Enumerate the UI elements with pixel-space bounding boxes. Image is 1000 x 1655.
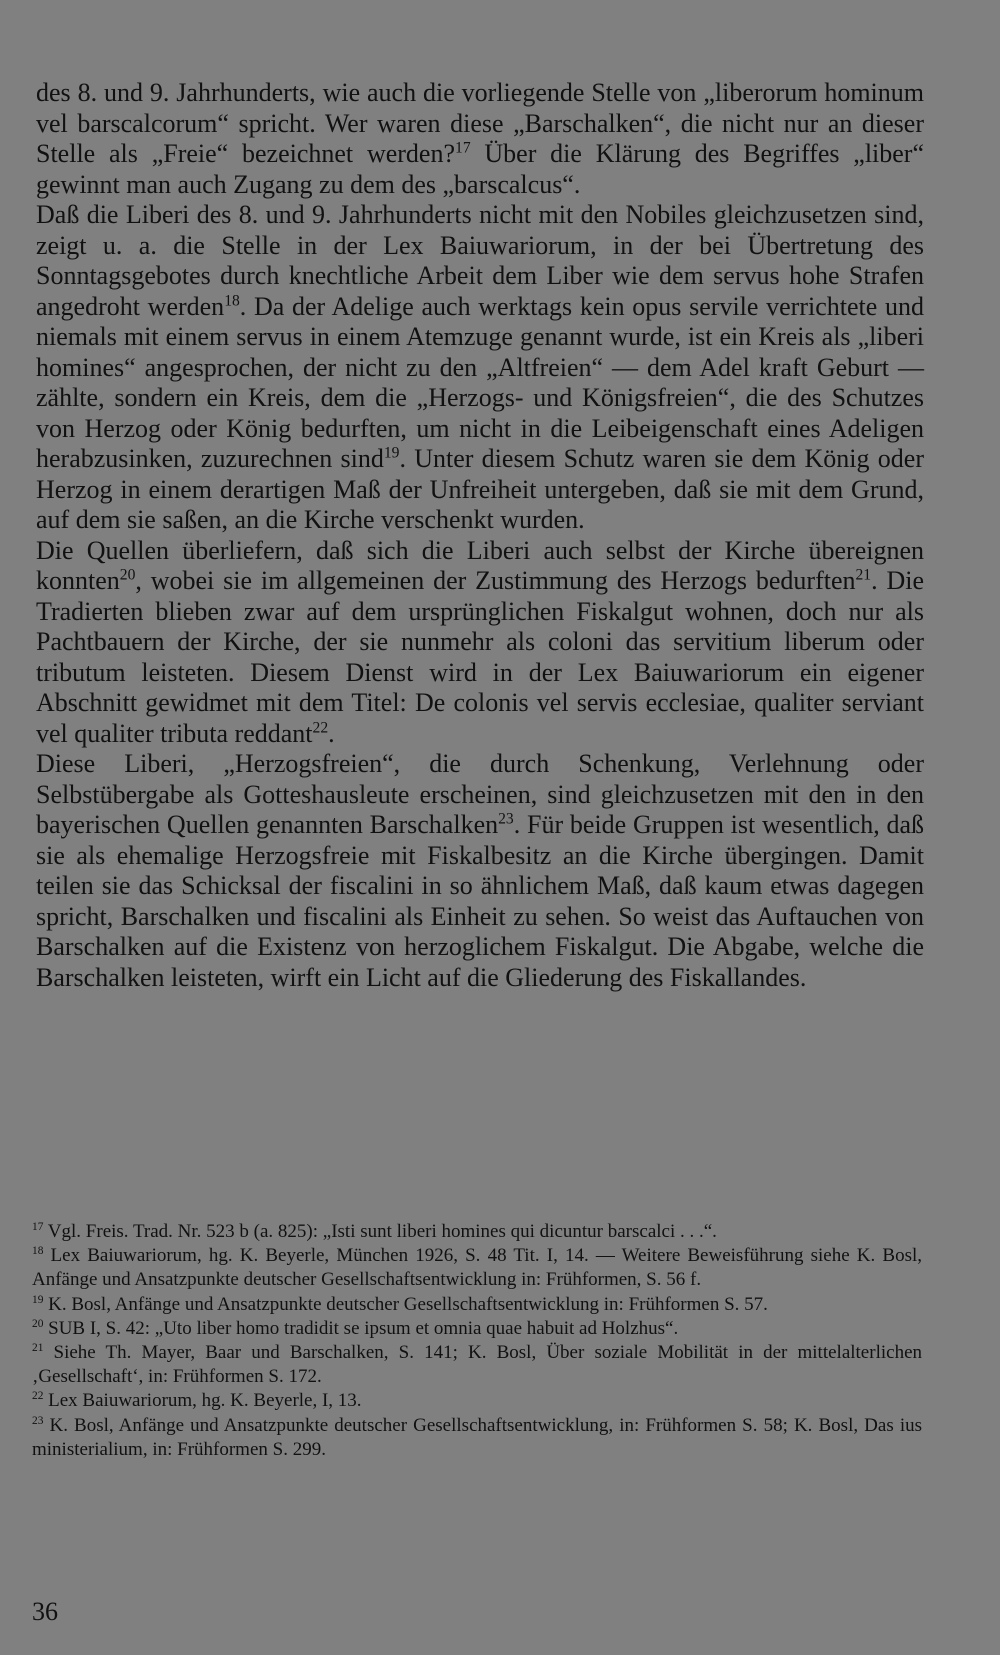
paragraph-3 [36,536,924,750]
footnote-text: Siehe Th. Mayer, Baar und Barschalken, S. 141; K. Bosl, Über soziale Mobilität in der mittelalterlichen ‚Gesellschaft‘, in: Frühformen S. 172. [32,1342,922,1388]
footnote-number: 22 [32,1390,44,1403]
text-run: , wobei sie im allgemeinen der Zustimmung des Herzogs bedurften [135,566,856,595]
footnote-text: SUB I, S. 42: „Uto liber homo tradidit se ipsum et omnia quae habuit ad Holzhus“. [43,1317,679,1339]
footnote-number: 17 [32,1221,44,1234]
footnote-21 [32,1341,922,1389]
paragraph-4 [36,749,924,993]
footnote-23 [32,1414,922,1462]
footnote-ref-22: 22 [312,719,329,737]
footnote-ref-20: 20 [119,566,136,584]
footnote-ref-17: 17 [455,139,471,157]
footnote-number: 23 [32,1414,44,1427]
footnote-ref-19: 19 [383,444,400,462]
paragraph-2 [36,200,924,536]
footnote-text: Lex Baiuwariorum, hg. K. Beyerle, München 1926, S. 48 Tit. I, 14. — Weitere Beweisführung siehe K. Bosl, Anfänge und Ansatzpunkte deutscher Gesellschaftsentwicklung in: Frühformen, S. 56 f. [32,1245,922,1291]
text-run: Über die Klärung des Begriffes „liber“ gewinnt man auch Zugang zu dem des „barscalcus“. [36,139,925,199]
footnote-number: 18 [32,1245,44,1258]
footnote-number: 21 [32,1342,44,1355]
paragraph-1 [36,78,924,200]
text-run: Diese Liberi, „Herzogsfreien“, die durch Schenkung, Verlehnung oder Selbstübergabe als Gotteshausleute erscheinen, sind gleichzusetzen mit den in den bayerischen Quellen genannten Barschalken [36,749,924,839]
text-run: . Da der Adelige auch werktags kein opus servile verrichtete und niemals mit einem servus in einem Atemzuge genannt wurde, ist ein Kreis als „liberi homines“ angesprochen, der nicht zu den „Altfreien“ — dem Adel kraft Geburt — zählte, sondern ein Kreis, dem die „Herzogs- und Königsfreien“, die des Schutzes von Herzog oder König bedurften, um nicht in die Leibeigenschaft eines Adeligen herabzusinken, zuzurechnen sind [36,291,924,473]
footnote-text: Lex Baiuwariorum, hg. K. Beyerle, I, 13. [43,1390,362,1412]
footnote-18 [32,1244,922,1292]
page-number: 36 [32,1597,58,1626]
footnote-ref-21: 21 [855,566,872,584]
text-run: . Für beide Gruppen ist wesentlich, daß sie als ehemalige Herzogsfreie mit Fiskalbesitz an die Kirche übergingen. Damit teilen sie das Schicksal der fiscalini in so ähnlichem Maß, daß kaum etwas dagegen spricht, Barschalken und fiscalini als Einheit zu sehen. So weist das Auftauchen von Barschalken auf die Existenz von herzoglichem Fiskalgut. Die Abgabe, welche die Barschalken leisteten, wirft ein Licht auf die Gliederung des Fiskallandes. [36,810,925,992]
text-run: Daß die Liberi des 8. und 9. Jahrhunderts nicht mit den Nobiles gleichzusetzen sind, zeigt u. a. die Stelle in der Lex Baiuwariorum, in der bei Übertretung des Sonntagsgebotes durch knechtliche Arbeit dem Liber wie dem servus hohe Strafen angedroht werden [36,200,924,321]
footnote-ref-23: 23 [498,810,514,828]
footnote-ref-18: 18 [224,292,240,310]
text-run: des 8. und 9. Jahrhunderts, wie auch die vorliegende Stelle von „liberorum hominum vel barscalcorum“ spricht. Wer waren diese „Barschalken“, die nicht nur an dieser Stelle als „Freie“ bezeichnet werden? [36,78,924,168]
footnote-text: K. Bosl, Anfänge und Ansatzpunkte deutscher Gesellschaftsentwicklung in: Frühformen S. 57. [43,1293,768,1315]
footnote-22 [32,1389,922,1413]
text-run: . Die Tradierten blieben zwar auf dem ursprünglichen Fiskalgut wohnen, doch nur als Pachtbauern der Kirche, der sie nunmehr als coloni das servitium liberum oder tributum leisteten. Diesem Dienst wird in der Lex Baiuwariorum ein eigener Abschnitt gewidmet mit dem Titel: De colonis vel servis ecclesiae, qualiter serviant vel qualiter tributa reddant [36,566,924,748]
footnote-19 [32,1293,922,1317]
text-run: . Unter diesem Schutz waren sie dem König oder Herzog in einem derartigen Maß der Unfreiheit untergeben, daß sie mit dem Grund, auf dem sie saßen, an die Kirche verschenkt wurden. [36,444,924,534]
footnotes [32,1220,922,1462]
footnote-17 [32,1220,922,1244]
main-text [36,78,924,993]
text-run: . [328,718,335,748]
footnote-number: 19 [32,1293,44,1306]
text-run: Die Quellen überliefern, daß sich die Liberi auch selbst der Kirche übereignen konnten [36,535,924,595]
footnote-text: K. Bosl, Anfänge und Ansatzpunkte deutscher Gesellschaftsentwicklung, in: Frühformen S. 58; K. Bosl, Das ius ministerialium, in: Frühformen S. 299. [32,1414,922,1460]
footnote-text: Vgl. Freis. Trad. Nr. 523 b (a. 825): „Isti sunt liberi homines qui dicuntur barscalci . . .“. [43,1221,717,1242]
footnote-number: 20 [32,1317,44,1330]
footnote-20 [32,1317,922,1341]
